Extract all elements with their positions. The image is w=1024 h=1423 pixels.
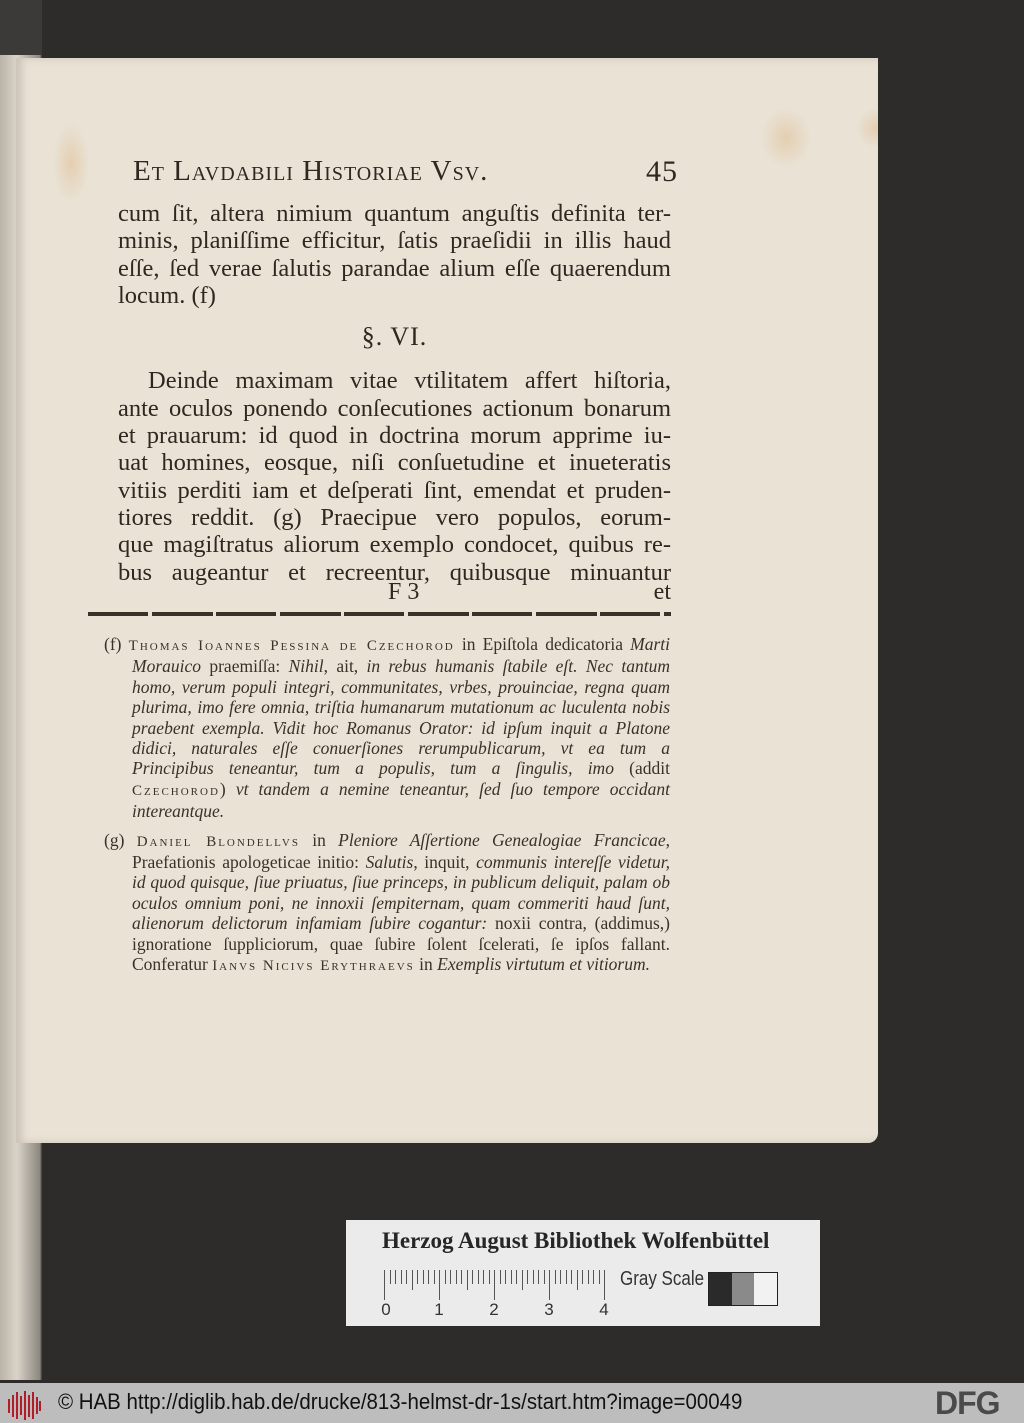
running-head	[133, 155, 678, 189]
swatch-dark	[709, 1273, 732, 1305]
footnote-author: Ianvs Nicivs Erythraevs	[212, 958, 415, 975]
text-line: vitiis perditi iam et deſperati ſint, emendat et pruden-	[118, 476, 671, 504]
footnote-rule	[88, 612, 671, 616]
text-line: locum. (f)	[118, 281, 216, 309]
text-line: tiores reddit. (g) Praecipue vero populos, eorum-	[118, 503, 671, 531]
footnote-author: Thomas Ioannes Pessina de Czechorod	[128, 638, 455, 654]
footnote-text: praemiſſa:	[201, 656, 289, 677]
footnote-quote: communis intereſſe videtur, id quod quisque, ſiue priuatus, ſiue princeps, in publicum deliquit, palam ob oculos omnium poni, ne innoxii ſempiternam, quam commeriti haud ſunt, alienorum delictorum infamiam ſubire cogantur:	[132, 852, 670, 934]
footnote-work: Pleniore Aſſertione Genealogiae Francicae	[338, 829, 666, 850]
text-line: uat homines, eosque, niſi conſuetudine et inueteratis	[118, 449, 671, 477]
footnote-text: in Epiſtola dedicatoria	[454, 634, 631, 654]
ruler-label: 4	[599, 1300, 609, 1319]
catchword: et	[653, 579, 671, 605]
footnote-text: in	[299, 829, 339, 850]
swatch-mid	[732, 1273, 755, 1305]
footnote-quote: Exemplis virtutum et vitiorum.	[437, 954, 651, 975]
swatch-light	[754, 1273, 777, 1305]
text-line: Deinde maximam vitae vtilitatem affert hiſtoria,	[148, 367, 671, 395]
footnote-author: Czechorod	[132, 782, 220, 799]
hab-logo-icon	[6, 1387, 42, 1421]
signature-mark: F 3	[388, 579, 420, 605]
footnote-mark: (g)	[104, 829, 125, 850]
gray-scale-swatch	[708, 1272, 778, 1306]
dfg-logo: DFG	[935, 1385, 1000, 1421]
footer-bar	[0, 1383, 1024, 1423]
ruler-label: 1	[434, 1300, 444, 1319]
footnote-quote: Salutis	[365, 852, 414, 873]
text-line: bus augeantur et recreentur, quibusque minuantur	[118, 558, 671, 586]
ruler-label: 0	[381, 1300, 391, 1319]
footnote-f	[104, 634, 670, 822]
text-line: minis, planiſſime efficitur, ſatis praeſidii in illis haud	[118, 227, 671, 255]
library-name: Herzog August Bibliothek Wolfenbüttel	[382, 1228, 770, 1253]
footnote-work: Marti Morauico	[132, 634, 670, 677]
footnote-mark: (f)	[104, 634, 122, 654]
footnote-quote: Nihil	[288, 656, 324, 677]
footnote-text: in	[414, 954, 438, 975]
page-number: 45	[646, 155, 678, 188]
signature-row	[118, 579, 671, 606]
footnote-text: , ait,	[323, 656, 367, 677]
text-line: cum ſit, altera nimium quantum anguſtis definita ter-	[118, 200, 671, 227]
ruler-icon	[381, 1270, 609, 1320]
footnote-quote: vt tandem a nemine teneantur, ſed ſuo tempore occidant intereantque.	[132, 778, 670, 822]
footnote-g	[104, 830, 670, 977]
footnotes	[104, 634, 670, 985]
footnote-text: , Praefationis apologeticae initio:	[132, 829, 670, 873]
text-line: eſſe, ſed verae ſalutis parandae alium eſſe quaerendum	[118, 254, 671, 282]
footnote-text: noxii contra, (addimus,) ignoratione ſuppliciorum, quae ſubire ſolent ſcelerati, ſe ipſos fallant. Conferatur	[132, 913, 671, 975]
copyright-url: © HAB http://diglib.hab.de/drucke/813-helmst-dr-1s/start.htm?image=00049	[58, 1389, 743, 1414]
footnote-text: )	[219, 778, 236, 799]
running-head-title: Et Lavdabili Historiae Vsv.	[133, 155, 489, 187]
text-line: et prauarum: id quod in doctrina morum apprime iu-	[118, 422, 671, 450]
footnote-text: (addit	[613, 758, 670, 779]
ruler-label: 3	[544, 1300, 554, 1319]
footnote-quote: in rebus humanis ſtabile eſt. Nec tantum homo, verum populi integri, communitates, vrbes, prouinciae, regna quam plurima, imo fere omnia, triſtia humanarum mutationum ac luculenta nobis praebent exempla. Vidit hoc Romanus Orator: id ipſum inquit a Platone didici, naturales eſſe conuerſiones rerumpublicarum, vt ea tum a Principibus teneantur, tum a populis, tum a ſingulis, imo	[132, 656, 670, 779]
text-line: ante oculos ponendo conſecutiones actionum bonarum	[118, 394, 671, 422]
main-text	[118, 200, 671, 586]
gray-scale-label: Gray Scale	[620, 1268, 705, 1290]
background-top-left	[0, 0, 42, 55]
footnote-text: , inquit,	[413, 852, 477, 873]
section-heading: §. VI.	[361, 322, 428, 352]
footnote-author: Daniel Blondellvs	[136, 833, 300, 850]
text-line: que magiſtratus aliorum exemplo condocet, quibus re-	[118, 531, 671, 559]
scale-card	[346, 1220, 820, 1326]
ruler-label: 2	[489, 1300, 499, 1319]
